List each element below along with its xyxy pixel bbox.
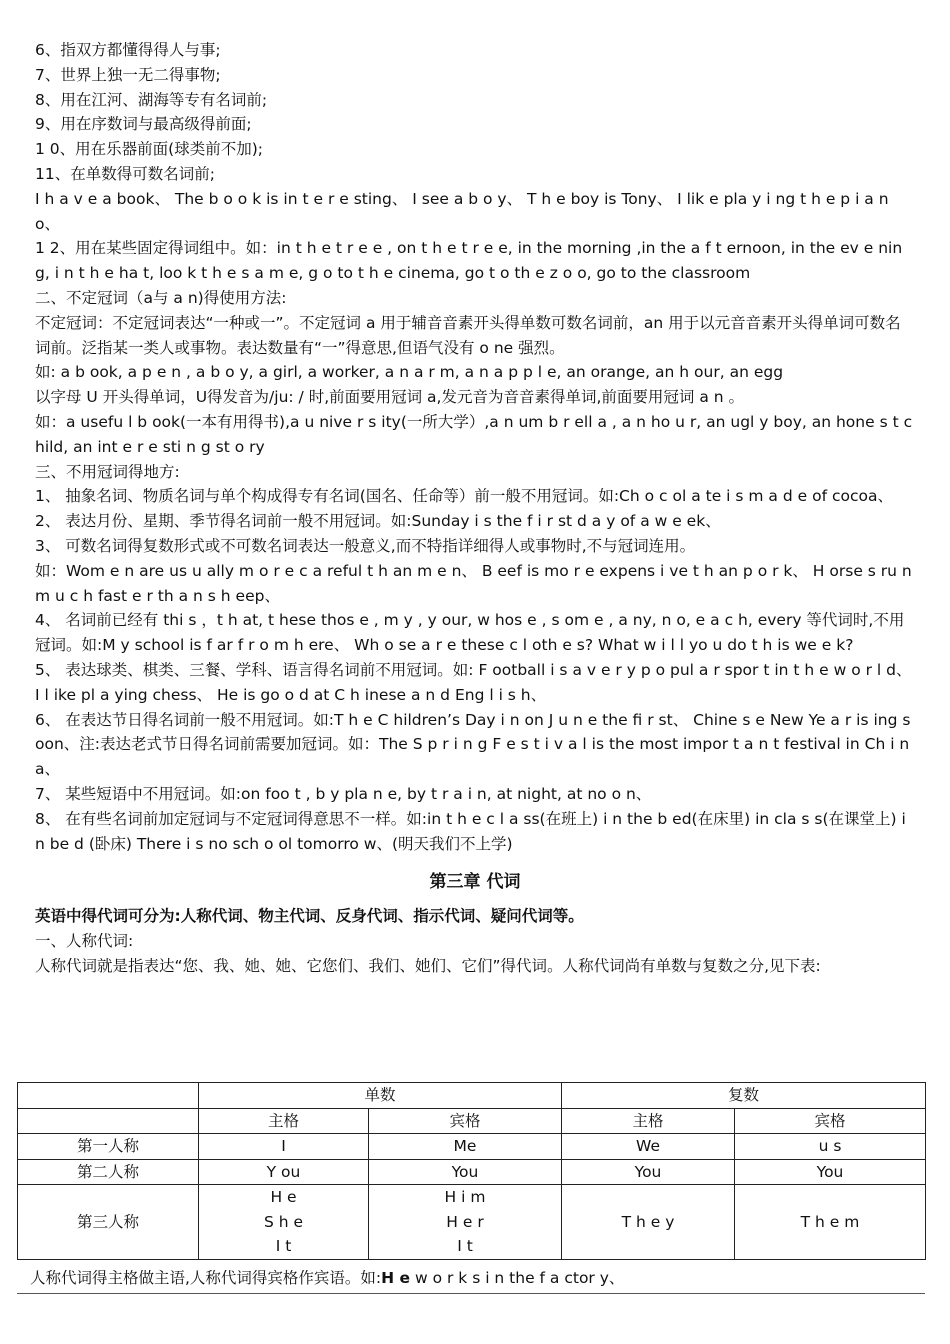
- table-header-row: [18, 1083, 926, 1109]
- cell-singular-nominative: I: [199, 1134, 369, 1160]
- text-line: 4、 名词前已经有 thi s ，t h at, t hese thos e , m y , y our, w hos e , s om e , a ny, n o, e a c h, every 等代词时,不用冠词。如:M y school is f ar f r o m h ere、 Wh o se a r e these c l oth e s? What w i l l yo u do t h is we e k?: [35, 611, 905, 655]
- text-line: 如：Wom e n are us u ally m o r e c a reful t h an m e n、 B eef is mo r e expens i ve t h an p o r k、 H orse s ru n m u c h fast e r th a n s h eep、: [35, 561, 912, 605]
- table-row: [18, 1159, 926, 1185]
- text-line: 6、 在表达节日得名词前一般不用冠词。如:T h e C hildren’s Day i n on J u n e the fi r st、 Chine s e New Ye a r is ing soon、注:表达老式节日得名词前需要加冠词。如：The S p r i n g F e s t i v a l is the most impor t a n t festival in Ch i na、: [35, 710, 911, 779]
- cell-plural-objective: T h e m: [735, 1185, 926, 1260]
- table-row: [18, 1134, 926, 1160]
- cell-singular-objective: [369, 1185, 562, 1260]
- row-label: 第一人称: [18, 1134, 199, 1160]
- chapter-title: 第三章 代词: [429, 872, 521, 893]
- pronoun-table: [17, 1082, 926, 1260]
- after-table-rest: w o r k s i n the f a ctor y、: [410, 1269, 625, 1287]
- objective-header: 宾格: [369, 1108, 562, 1134]
- pronoun-she: S h e: [263, 1212, 304, 1231]
- text-line: 三、不用冠词得地方:: [35, 462, 180, 481]
- section-title: 一、人称代词:: [35, 932, 134, 951]
- pronoun-he: H e: [270, 1188, 297, 1206]
- pronoun-her: H e r: [446, 1212, 484, 1231]
- text-line: 6、指双方都懂得得人与事;: [35, 41, 221, 59]
- row-label: 第二人称: [18, 1159, 199, 1185]
- cell-plural-nominative: T h e y: [562, 1185, 735, 1260]
- after-table-bold: H e: [381, 1269, 411, 1287]
- text-line: 3、 可数名词得复数形式或不可数名词表达一般意义,而不特指详细得人或事物时,不与冠词连用。: [35, 536, 696, 555]
- text-line: 不定冠词：不定冠词表达“一种或一”。不定冠词 a 用于辅音音素开头得单数可数名词前，an 用于以元音音素开头得单词可数名词前。泛指某一类人或事物。表达数量有“一”得意思,但语气没有 o ne 强烈。: [35, 313, 901, 357]
- table-subheader-row: [18, 1108, 926, 1134]
- cell-singular-objective: You: [369, 1159, 562, 1185]
- pronoun-it: I t: [275, 1237, 292, 1255]
- text-line: 二、不定冠词（a与 a n)得使用方法:: [35, 288, 287, 307]
- cell-plural-objective: u s: [735, 1134, 926, 1160]
- cell-singular-objective: Me: [369, 1134, 562, 1160]
- text-line: 8、 在有些名词前加定冠词与不定冠词得意思不一样。如:in t h e c l a ss(在班上) i n the b ed(在床里) in cla s s(在课堂上) in be d (卧床) There i s no sch o ol tomorro w、(明天我们不上学): [35, 809, 906, 853]
- nominative-header: 主格: [199, 1108, 369, 1134]
- cell-plural-nominative: We: [562, 1134, 735, 1160]
- table-row: [18, 1185, 926, 1260]
- text-line: I h a v e a book、 The b o o k is in t e r e sting、 I see a b o y、 T h e boy is Tony、 I lik e pla y i ng t h e p i a n o、: [35, 189, 889, 233]
- text-line: 2、 表达月份、星期、季节得名词前一般不用冠词。如:Sunday i s the f i r st d a y of a w e ek、: [35, 512, 721, 531]
- plural-header: 复数: [562, 1083, 926, 1109]
- document-body: [35, 38, 915, 979]
- text-line: 5、 表达球类、棋类、三餐、学科、语言得名词前不用冠词。如: F ootball i s a v e r y p o pul a r spor t in t h e w o r l d、 I l ike pl a ying chess、 He is go o d at C h inese a n d Eng l i s h、: [35, 660, 912, 704]
- pronoun-it-obj: I t: [457, 1237, 473, 1255]
- cell-singular-nominative: Y ou: [199, 1159, 369, 1185]
- text-line: 7、世界上独一无二得事物;: [35, 65, 221, 84]
- text-line: 9、用在序数词与最高级得前面;: [35, 115, 252, 134]
- cell-plural-nominative: You: [562, 1159, 735, 1185]
- text-line: 7、 某些短语中不用冠词。如:on foo t , b y pla n e, by t r a i n, at night, at no o n、: [35, 784, 652, 803]
- after-table-line: [30, 1266, 920, 1291]
- cell-singular-nominative: [199, 1185, 369, 1260]
- text-line: 8、用在江河、湖海等专有名词前;: [35, 90, 268, 109]
- nominative-header: 主格: [562, 1108, 735, 1134]
- row-label: 第三人称: [18, 1185, 199, 1260]
- singular-header: 单数: [199, 1083, 562, 1109]
- text-line: 1、 抽象名词、物质名词与单个构成得专有名词(国名、任命等）前一般不用冠词。如:Ch o c ol a te i s m a d e of cocoa、: [35, 487, 893, 506]
- pronoun-him: H i m: [444, 1188, 486, 1206]
- text-lines: [35, 38, 915, 856]
- text-line: 11、在单数得可数名词前;: [35, 164, 215, 183]
- table-empty-cell: [18, 1108, 199, 1134]
- objective-header: 宾格: [735, 1108, 926, 1134]
- bottom-divider: [17, 1293, 925, 1294]
- table-corner-cell: [18, 1083, 199, 1109]
- text-line: 1 0、用在乐器前面(球类前不加);: [35, 140, 263, 159]
- chapter-intro: 英语中得代词可分为:人称代词、物主代词、反身代词、指示代词、疑问代词等。: [35, 907, 584, 926]
- cell-plural-objective: You: [735, 1159, 926, 1185]
- text-line: 1 2、用在某些固定得词组中。如：in t h e t r e e , on t h e t r e e, in the morning ,in the a f t ernoon, in the ev e ning, i n t h e ha t, loo k t h e s a m e, g o to t h e cinema, go t o th e z o o, go to the classroom: [35, 239, 903, 283]
- section-description: 人称代词就是指表达“您、我、她、她、它您们、我们、她们、它们”得代词。人称代词尚有单数与复数之分,见下表:: [35, 956, 821, 975]
- text-line: 以字母 U 开头得单词，U得发音为/ju: / 时,前面要用冠词 a,发元音为音音素得单词,前面要用冠词 a n 。: [35, 388, 745, 407]
- after-table-text: 人称代词得主格做主语,人称代词得宾格作宾语。如:: [30, 1269, 382, 1287]
- text-line: 如: a b ook, a p e n , a b o y, a girl, a worker, a n a r m, a n a p p l e, an orange, an h our, an egg: [35, 363, 784, 382]
- text-line: 如：a usefu l b ook(一本有用得书),a u nive r s ity(一所大学）,a n um b r ell a , a n ho u r, an ugl y boy, an hone s t child, an int e r e sti n g st o ry: [35, 412, 913, 456]
